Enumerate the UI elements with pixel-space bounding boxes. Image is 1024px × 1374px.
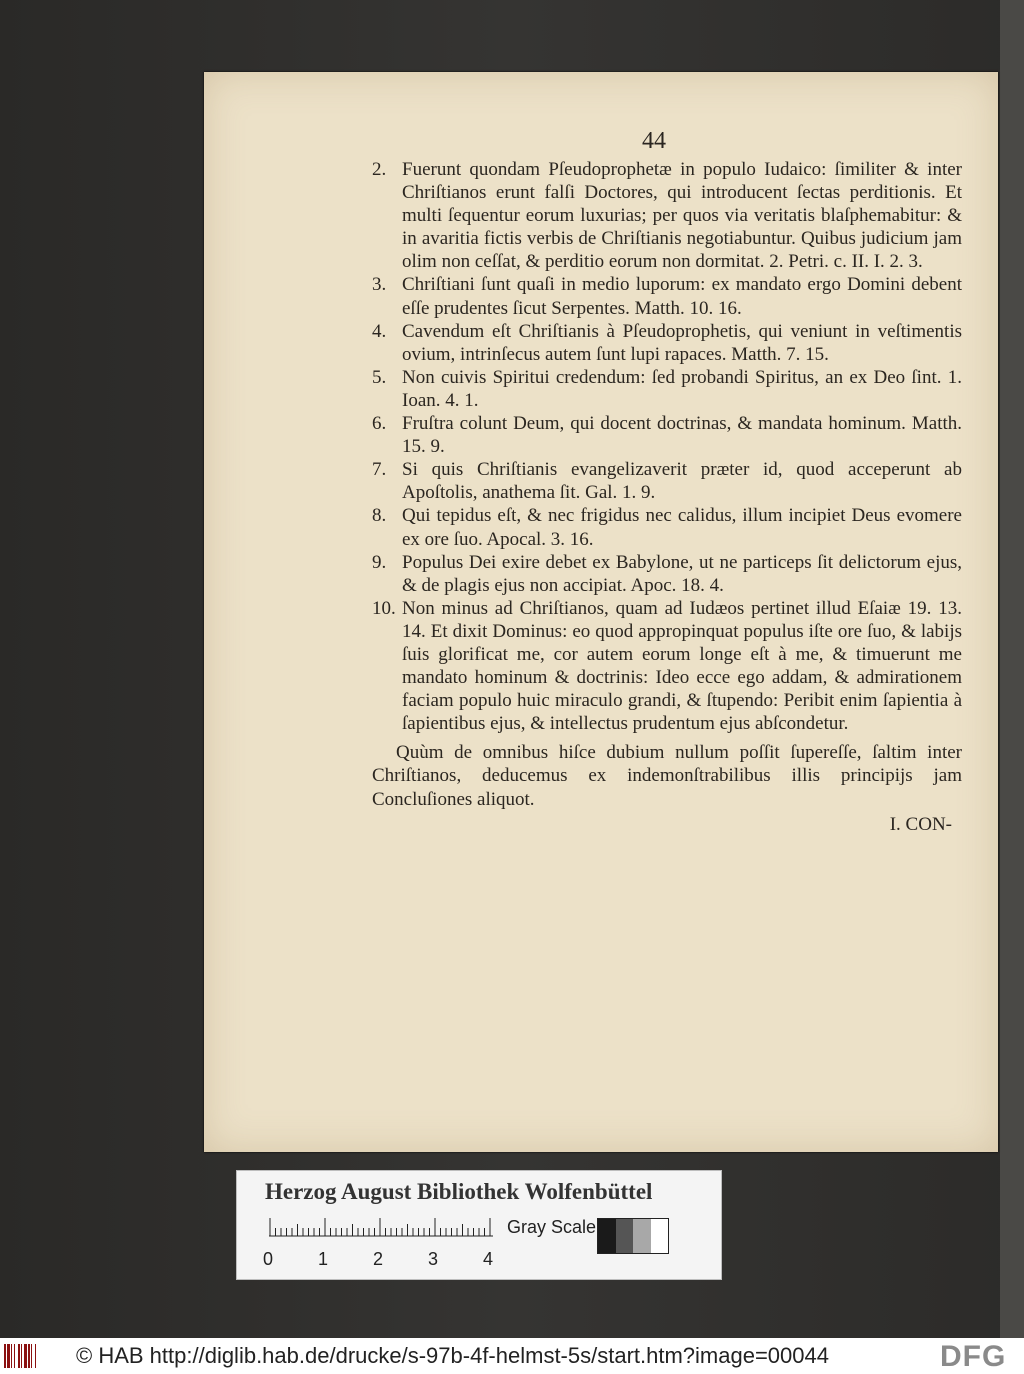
- list-item: [372, 458, 962, 504]
- ruler-number: 0: [263, 1249, 274, 1269]
- item-number: 3.: [372, 274, 387, 296]
- catchword: I. CON-: [889, 813, 952, 835]
- item-text: Fuerunt quondam Pſeudoprophetæ in populo Iudaico: ſimiliter & inter Chriſtianos erunt falſi Doctores, qui introducent ſectas perditionis. Et multi ſequentur eorum luxurias; per quos via veritatis blaſphemabitur: & in avaritia fictis verbis de Chriſtianis negotiabuntur. Quibus judicium jam olim non ceſſat, & perditio eorum non dormitat. 2. Petri. c. II. I. 2. 3.: [402, 159, 962, 273]
- list-item: [372, 273, 962, 319]
- library-label-card: [236, 1170, 722, 1280]
- footer-bar: [0, 1338, 1024, 1374]
- gray-swatch: [616, 1219, 634, 1253]
- page-number: 44: [642, 128, 666, 154]
- item-number: 8.: [372, 505, 387, 527]
- book-page: [204, 72, 998, 1152]
- gray-scale-label: Gray Scale: [507, 1217, 597, 1237]
- item-number: 5.: [372, 366, 387, 388]
- numbered-list: [372, 158, 962, 735]
- item-text: Non cuivis Spiritui credendum: ſed probandi Spiritus, an ex Deo ſint. 1. Ioan. 4. 1.: [402, 366, 962, 411]
- source-url[interactable]: © HAB http://diglib.hab.de/drucke/s-97b-4f-helmst-5s/start.htm?image=00044: [76, 1343, 829, 1368]
- item-text: Chriſtiani ſunt quaſi in medio luporum: ex mandato ergo Domini debent eſſe prudentes ſicut Serpentes. Matth. 10. 16.: [402, 274, 962, 319]
- gray-scale-swatches: [597, 1218, 669, 1254]
- item-number: 10.: [372, 597, 396, 619]
- ruler-number: 3: [428, 1249, 439, 1269]
- page-text: [372, 158, 962, 836]
- ruler-number: 4: [483, 1249, 494, 1269]
- item-text: Fruſtra colunt Deum, qui docent doctrinas, & mandata hominum. Matth. 15. 9.: [402, 413, 962, 458]
- conclusion-paragraph: Quùm de omnibus hiſce dubium nullum poſſit ſupereſſe, ſaltim inter Chriſtianos, deducemus ex indemonſtrabilibus illis principijs jam Concluſiones aliquot.: [372, 742, 962, 810]
- list-item: [372, 551, 962, 597]
- dfg-logo: DFG: [940, 1340, 1007, 1373]
- item-number: 4.: [372, 320, 387, 342]
- gray-swatch: [633, 1219, 651, 1253]
- ruler-number: 2: [373, 1249, 384, 1269]
- item-text: Non minus ad Chriſtianos, quam ad Iudæos pertinet illud Eſaiæ 19. 13. 14. Et dixit Dominus: eo quod appropinquat populus iſte ore ſuo, & labijs ſuis glorificat me, cor autem eorum longe eſt à me, & timuerunt me mandato hominum & doctrinis: Ideo ecce ego addam, & admirationem faciam populo huic miraculo grandi, & ſtupendo: Peribit enim ſapientia à ſapientibus ejus, & intellectus prudentum ejus abſcondetur.: [402, 597, 962, 735]
- item-number: 6.: [372, 413, 387, 435]
- item-number: 2.: [372, 159, 387, 180]
- item-number: 7.: [372, 459, 387, 481]
- ruler-number: 1: [318, 1249, 329, 1269]
- gray-swatch: [651, 1219, 669, 1253]
- list-item: [372, 597, 962, 736]
- library-title: Herzog August Bibliothek Wolfenbüttel: [265, 1179, 653, 1204]
- list-item: [372, 504, 962, 550]
- item-text: Populus Dei exire debet ex Babylone, ut ne particeps ſit delictorum ejus, & de plagis ejus non accipiat. Apoc. 18. 4.: [402, 551, 962, 596]
- scan-edge-strip: [1000, 0, 1024, 1338]
- list-item: [372, 158, 962, 273]
- item-text: Qui tepidus eſt, & nec frigidus nec calidus, illum incipiet Deus evomere ex ore ſuo. Apocal. 3. 16.: [402, 505, 962, 550]
- list-item: [372, 412, 962, 458]
- barcode-icon: [4, 1344, 48, 1368]
- list-item: [372, 320, 962, 366]
- item-text: Cavendum eſt Chriſtianis à Pſeudoprophetis, qui veniunt in veſtimentis ovium, intrinſecus autem ſunt lupi rapaces. Matth. 7. 15.: [402, 320, 962, 365]
- item-text: Si quis Chriſtianis evangelizaverit præter id, quod acceperunt ab Apoſtolis, anathema ſit. Gal. 1. 9.: [402, 459, 962, 504]
- ruler-numbers: [263, 1249, 503, 1273]
- list-item: [372, 366, 962, 412]
- ruler-scale: [269, 1217, 493, 1237]
- gray-swatch: [598, 1219, 616, 1253]
- item-number: 9.: [372, 551, 387, 573]
